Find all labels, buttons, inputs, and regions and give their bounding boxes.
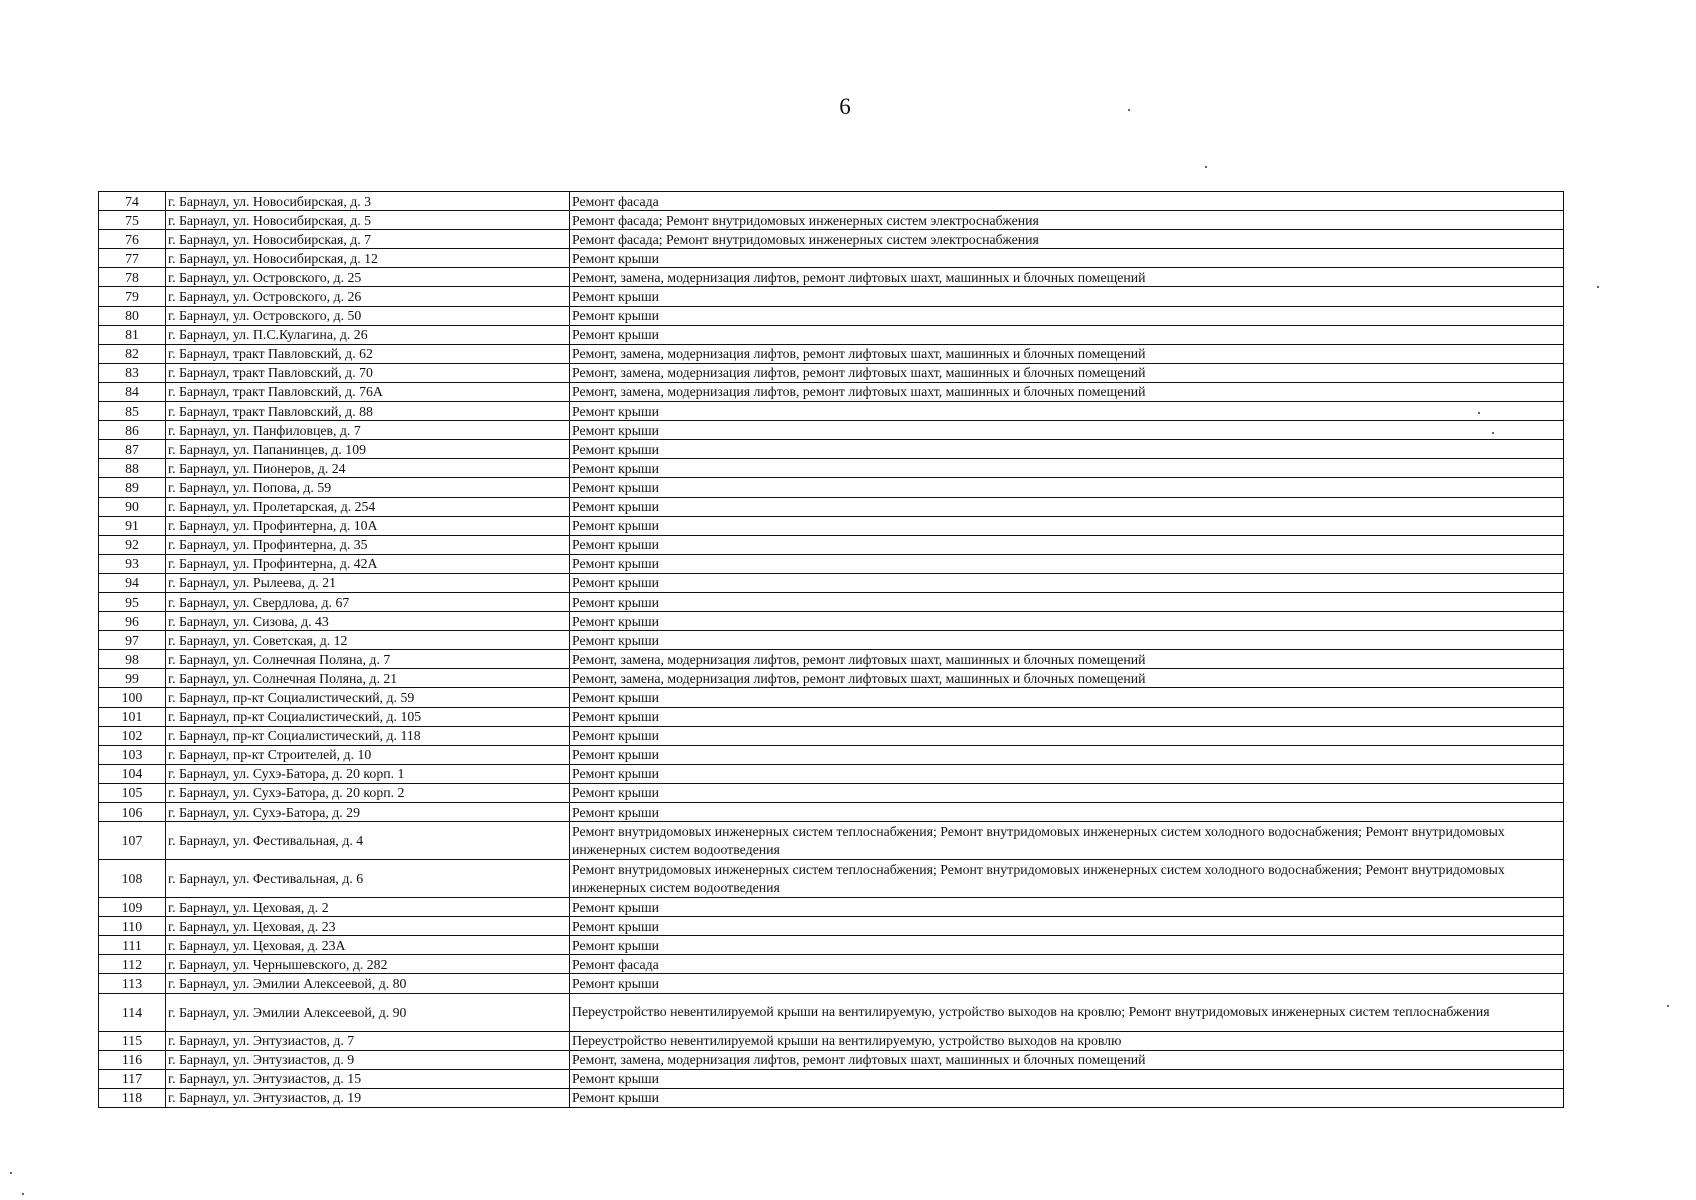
table-row bbox=[99, 745, 1564, 764]
row-number: 106 bbox=[99, 803, 166, 822]
table-row bbox=[99, 344, 1564, 363]
table-row bbox=[99, 688, 1564, 707]
row-number: 108 bbox=[99, 860, 166, 898]
row-address: г. Барнаул, ул. Сухэ-Батора, д. 29 bbox=[166, 803, 570, 822]
row-address: г. Барнаул, тракт Павловский, д. 88 bbox=[166, 402, 570, 421]
table-row bbox=[99, 783, 1564, 802]
row-number: 113 bbox=[99, 974, 166, 993]
row-work-type: Ремонт крыши bbox=[570, 936, 1564, 955]
row-number: 91 bbox=[99, 516, 166, 535]
table-row bbox=[99, 402, 1564, 421]
row-number: 107 bbox=[99, 822, 166, 860]
scan-speck bbox=[10, 1172, 12, 1174]
row-work-type: Ремонт крыши bbox=[570, 1069, 1564, 1088]
table-row bbox=[99, 993, 1564, 1031]
row-address: г. Барнаул, ул. Профинтерна, д. 42А bbox=[166, 554, 570, 573]
row-number: 109 bbox=[99, 898, 166, 917]
row-number: 84 bbox=[99, 382, 166, 401]
row-address: г. Барнаул, ул. Эмилии Алексеевой, д. 90 bbox=[166, 993, 570, 1031]
table-row bbox=[99, 382, 1564, 401]
row-address: г. Барнаул, ул. Папанинцев, д. 109 bbox=[166, 440, 570, 459]
row-number: 101 bbox=[99, 707, 166, 726]
row-number: 97 bbox=[99, 631, 166, 650]
row-address: г. Барнаул, ул. Попова, д. 59 bbox=[166, 478, 570, 497]
scan-speck bbox=[1205, 166, 1207, 168]
table-row bbox=[99, 917, 1564, 936]
row-address: г. Барнаул, ул. Новосибирская, д. 12 bbox=[166, 249, 570, 268]
row-address: г. Барнаул, ул. Сухэ-Батора, д. 20 корп. 2 bbox=[166, 783, 570, 802]
page-number: 6 bbox=[839, 94, 851, 119]
row-address: г. Барнаул, ул. Островского, д. 25 bbox=[166, 268, 570, 287]
scan-speck bbox=[1597, 286, 1599, 288]
row-work-type: Ремонт внутридомовых инженерных систем теплоснабжения; Ремонт внутридомовых инженерных систем холодного водоснабжения; Ремонт внутридомовых инженерных систем водоотведения bbox=[570, 822, 1564, 860]
table-row bbox=[99, 192, 1564, 211]
row-number: 104 bbox=[99, 764, 166, 783]
row-address: г. Барнаул, пр-кт Социалистический, д. 118 bbox=[166, 726, 570, 745]
row-number: 90 bbox=[99, 497, 166, 516]
row-work-type: Ремонт крыши bbox=[570, 592, 1564, 611]
scan-speck bbox=[1128, 109, 1130, 111]
table-row bbox=[99, 612, 1564, 631]
row-number: 117 bbox=[99, 1069, 166, 1088]
row-number: 85 bbox=[99, 402, 166, 421]
table-body bbox=[99, 192, 1564, 1108]
row-work-type: Ремонт крыши bbox=[570, 783, 1564, 802]
row-work-type: Ремонт крыши bbox=[570, 287, 1564, 306]
row-number: 75 bbox=[99, 211, 166, 230]
table-row bbox=[99, 803, 1564, 822]
row-address: г. Барнаул, ул. Новосибирская, д. 3 bbox=[166, 192, 570, 211]
row-work-type: Ремонт крыши bbox=[570, 631, 1564, 650]
row-work-type: Ремонт, замена, модернизация лифтов, ремонт лифтовых шахт, машинных и блочных помещений bbox=[570, 268, 1564, 287]
table-row bbox=[99, 631, 1564, 650]
row-number: 115 bbox=[99, 1031, 166, 1050]
row-work-type: Переустройство невентилируемой крыши на вентилируемую, устройство выходов на кровлю bbox=[570, 1031, 1564, 1050]
table-row bbox=[99, 497, 1564, 516]
table-row bbox=[99, 592, 1564, 611]
row-number: 93 bbox=[99, 554, 166, 573]
row-address: г. Барнаул, ул. Профинтерна, д. 10А bbox=[166, 516, 570, 535]
row-work-type: Ремонт крыши bbox=[570, 249, 1564, 268]
row-address: г. Барнаул, ул. Пионеров, д. 24 bbox=[166, 459, 570, 478]
row-address: г. Барнаул, пр-кт Социалистический, д. 105 bbox=[166, 707, 570, 726]
table-row bbox=[99, 860, 1564, 898]
row-address: г. Барнаул, ул. Энтузиастов, д. 9 bbox=[166, 1050, 570, 1069]
row-work-type: Ремонт крыши bbox=[570, 573, 1564, 592]
row-number: 95 bbox=[99, 592, 166, 611]
row-address: г. Барнаул, ул. Профинтерна, д. 35 bbox=[166, 535, 570, 554]
table-row bbox=[99, 898, 1564, 917]
row-address: г. Барнаул, ул. Новосибирская, д. 7 bbox=[166, 230, 570, 249]
row-address: г. Барнаул, ул. Чернышевского, д. 282 bbox=[166, 955, 570, 974]
row-work-type: Ремонт крыши bbox=[570, 764, 1564, 783]
row-address: г. Барнаул, ул. Сизова, д. 43 bbox=[166, 612, 570, 631]
table-row bbox=[99, 1088, 1564, 1107]
table-row bbox=[99, 1031, 1564, 1050]
row-work-type: Ремонт крыши bbox=[570, 440, 1564, 459]
row-work-type: Ремонт крыши bbox=[570, 402, 1564, 421]
table-row bbox=[99, 764, 1564, 783]
row-address: г. Барнаул, ул. Цеховая, д. 2 bbox=[166, 898, 570, 917]
scan-speck bbox=[1667, 1005, 1669, 1007]
table-row bbox=[99, 707, 1564, 726]
row-number: 99 bbox=[99, 669, 166, 688]
row-number: 80 bbox=[99, 306, 166, 325]
row-address: г. Барнаул, ул. Солнечная Поляна, д. 21 bbox=[166, 669, 570, 688]
row-number: 92 bbox=[99, 535, 166, 554]
row-address: г. Барнаул, ул. Цеховая, д. 23А bbox=[166, 936, 570, 955]
table-row bbox=[99, 955, 1564, 974]
table-row bbox=[99, 268, 1564, 287]
row-work-type: Ремонт, замена, модернизация лифтов, ремонт лифтовых шахт, машинных и блочных помещений bbox=[570, 344, 1564, 363]
row-number: 103 bbox=[99, 745, 166, 764]
row-address: г. Барнаул, ул. Свердлова, д. 67 bbox=[166, 592, 570, 611]
row-work-type: Ремонт, замена, модернизация лифтов, ремонт лифтовых шахт, машинных и блочных помещений bbox=[570, 382, 1564, 401]
table-row bbox=[99, 554, 1564, 573]
table-row bbox=[99, 573, 1564, 592]
repair-works-table bbox=[98, 191, 1564, 1108]
table-row bbox=[99, 669, 1564, 688]
row-address: г. Барнаул, ул. Рылеева, д. 21 bbox=[166, 573, 570, 592]
row-number: 83 bbox=[99, 363, 166, 382]
row-number: 96 bbox=[99, 612, 166, 631]
table-row bbox=[99, 650, 1564, 669]
table-row bbox=[99, 363, 1564, 382]
row-address: г. Барнаул, ул. Советская, д. 12 bbox=[166, 631, 570, 650]
row-work-type: Ремонт крыши bbox=[570, 707, 1564, 726]
row-number: 78 bbox=[99, 268, 166, 287]
row-work-type: Ремонт фасада; Ремонт внутридомовых инженерных систем электроснабжения bbox=[570, 211, 1564, 230]
row-work-type: Ремонт крыши bbox=[570, 612, 1564, 631]
row-number: 89 bbox=[99, 478, 166, 497]
table-row bbox=[99, 325, 1564, 344]
row-work-type: Ремонт крыши bbox=[570, 421, 1564, 440]
row-work-type: Ремонт крыши bbox=[570, 554, 1564, 573]
row-number: 118 bbox=[99, 1088, 166, 1107]
row-number: 102 bbox=[99, 726, 166, 745]
table-row bbox=[99, 211, 1564, 230]
row-address: г. Барнаул, ул. Солнечная Поляна, д. 7 bbox=[166, 650, 570, 669]
row-address: г. Барнаул, ул. Панфиловцев, д. 7 bbox=[166, 421, 570, 440]
row-number: 74 bbox=[99, 192, 166, 211]
table-row bbox=[99, 421, 1564, 440]
row-address: г. Барнаул, ул. П.С.Кулагина, д. 26 bbox=[166, 325, 570, 344]
row-address: г. Барнаул, ул. Энтузиастов, д. 15 bbox=[166, 1069, 570, 1088]
row-work-type: Ремонт крыши bbox=[570, 325, 1564, 344]
row-address: г. Барнаул, тракт Павловский, д. 76А bbox=[166, 382, 570, 401]
row-work-type: Ремонт крыши bbox=[570, 726, 1564, 745]
table-row bbox=[99, 726, 1564, 745]
row-number: 100 bbox=[99, 688, 166, 707]
row-work-type: Ремонт фасада bbox=[570, 955, 1564, 974]
row-address: г. Барнаул, пр-кт Строителей, д. 10 bbox=[166, 745, 570, 764]
table-row bbox=[99, 1050, 1564, 1069]
row-work-type: Ремонт крыши bbox=[570, 745, 1564, 764]
row-address: г. Барнаул, ул. Цеховая, д. 23 bbox=[166, 917, 570, 936]
row-number: 98 bbox=[99, 650, 166, 669]
table-row bbox=[99, 230, 1564, 249]
row-number: 86 bbox=[99, 421, 166, 440]
scan-speck bbox=[22, 1193, 24, 1195]
row-address: г. Барнаул, ул. Островского, д. 50 bbox=[166, 306, 570, 325]
row-address: г. Барнаул, ул. Энтузиастов, д. 19 bbox=[166, 1088, 570, 1107]
row-address: г. Барнаул, ул. Энтузиастов, д. 7 bbox=[166, 1031, 570, 1050]
row-work-type: Ремонт, замена, модернизация лифтов, ремонт лифтовых шахт, машинных и блочных помещений bbox=[570, 669, 1564, 688]
row-number: 112 bbox=[99, 955, 166, 974]
row-address: г. Барнаул, ул. Пролетарская, д. 254 bbox=[166, 497, 570, 516]
row-number: 87 bbox=[99, 440, 166, 459]
row-work-type: Ремонт крыши bbox=[570, 917, 1564, 936]
row-address: г. Барнаул, тракт Павловский, д. 70 bbox=[166, 363, 570, 382]
row-number: 111 bbox=[99, 936, 166, 955]
row-address: г. Барнаул, ул. Островского, д. 26 bbox=[166, 287, 570, 306]
table-row bbox=[99, 478, 1564, 497]
row-work-type: Ремонт крыши bbox=[570, 535, 1564, 554]
row-number: 79 bbox=[99, 287, 166, 306]
row-work-type: Ремонт крыши bbox=[570, 306, 1564, 325]
row-work-type: Ремонт крыши bbox=[570, 478, 1564, 497]
table-row bbox=[99, 249, 1564, 268]
table-row bbox=[99, 974, 1564, 993]
row-work-type: Ремонт крыши bbox=[570, 803, 1564, 822]
table-row bbox=[99, 459, 1564, 478]
row-number: 114 bbox=[99, 993, 166, 1031]
row-work-type: Ремонт фасада bbox=[570, 192, 1564, 211]
row-number: 77 bbox=[99, 249, 166, 268]
row-number: 94 bbox=[99, 573, 166, 592]
row-address: г. Барнаул, ул. Фестивальная, д. 6 bbox=[166, 860, 570, 898]
table-row bbox=[99, 306, 1564, 325]
row-address: г. Барнаул, пр-кт Социалистический, д. 59 bbox=[166, 688, 570, 707]
row-work-type: Ремонт крыши bbox=[570, 1088, 1564, 1107]
row-work-type: Ремонт крыши bbox=[570, 459, 1564, 478]
table-row bbox=[99, 936, 1564, 955]
row-work-type: Ремонт, замена, модернизация лифтов, ремонт лифтовых шахт, машинных и блочных помещений bbox=[570, 363, 1564, 382]
row-work-type: Ремонт, замена, модернизация лифтов, ремонт лифтовых шахт, машинных и блочных помещений bbox=[570, 650, 1564, 669]
row-work-type: Ремонт крыши bbox=[570, 688, 1564, 707]
row-work-type: Ремонт внутридомовых инженерных систем теплоснабжения; Ремонт внутридомовых инженерных систем холодного водоснабжения; Ремонт внутридомовых инженерных систем водоотведения bbox=[570, 860, 1564, 898]
row-work-type: Переустройство невентилируемой крыши на вентилируемую, устройство выходов на кровлю; Ремонт внутридомовых инженерных систем теплоснабжения bbox=[570, 993, 1564, 1031]
row-work-type: Ремонт крыши bbox=[570, 974, 1564, 993]
row-number: 76 bbox=[99, 230, 166, 249]
row-number: 110 bbox=[99, 917, 166, 936]
row-number: 88 bbox=[99, 459, 166, 478]
row-number: 116 bbox=[99, 1050, 166, 1069]
table-row bbox=[99, 1069, 1564, 1088]
row-work-type: Ремонт фасада; Ремонт внутридомовых инженерных систем электроснабжения bbox=[570, 230, 1564, 249]
row-address: г. Барнаул, ул. Сухэ-Батора, д. 20 корп. 1 bbox=[166, 764, 570, 783]
table-row bbox=[99, 516, 1564, 535]
row-number: 81 bbox=[99, 325, 166, 344]
row-work-type: Ремонт крыши bbox=[570, 516, 1564, 535]
row-address: г. Барнаул, ул. Фестивальная, д. 4 bbox=[166, 822, 570, 860]
table-row bbox=[99, 287, 1564, 306]
row-number: 105 bbox=[99, 783, 166, 802]
row-work-type: Ремонт крыши bbox=[570, 898, 1564, 917]
table-row bbox=[99, 822, 1564, 860]
row-address: г. Барнаул, ул. Новосибирская, д. 5 bbox=[166, 211, 570, 230]
table-row bbox=[99, 440, 1564, 459]
row-address: г. Барнаул, ул. Эмилии Алексеевой, д. 80 bbox=[166, 974, 570, 993]
row-number: 82 bbox=[99, 344, 166, 363]
row-address: г. Барнаул, тракт Павловский, д. 62 bbox=[166, 344, 570, 363]
row-work-type: Ремонт крыши bbox=[570, 497, 1564, 516]
table-row bbox=[99, 535, 1564, 554]
row-work-type: Ремонт, замена, модернизация лифтов, ремонт лифтовых шахт, машинных и блочных помещений bbox=[570, 1050, 1564, 1069]
